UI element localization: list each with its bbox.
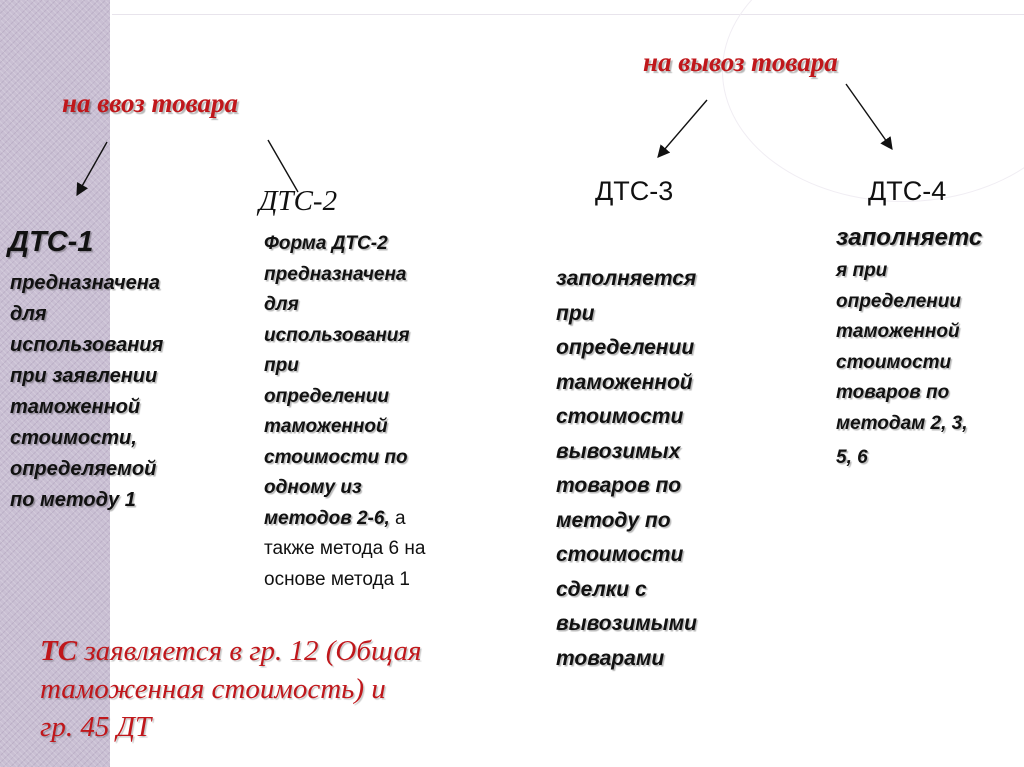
dts3-title: ДТС-3 (595, 176, 674, 206)
dts2-line: таможенной (264, 416, 388, 437)
dts2-methods-tail: а (389, 507, 406, 529)
dts4-description (836, 220, 982, 474)
dts2-methods-bold: методов 2-6, (264, 507, 390, 529)
dts3-line: товаров по (556, 474, 682, 497)
dts2-line: Форма ДТС-2 (264, 233, 388, 254)
dts3-line: сделки с (556, 577, 647, 601)
dts4-line: товаров по (836, 382, 950, 403)
dts3-line: определении (556, 336, 695, 359)
footer-line-2: таможенная стоимость) и (40, 673, 386, 705)
dts2-plain-line: основе метода 1 (264, 568, 410, 590)
dts1-title: ДТС-1 (8, 226, 94, 258)
dts3-line: таможенной (556, 370, 693, 394)
dts2-line: определении (264, 385, 389, 407)
arrow-to-dts1 (77, 142, 107, 195)
dts3-line: заполняется (556, 267, 697, 290)
dts2-methods-line (264, 504, 425, 535)
dts3-line: методу по (556, 508, 671, 532)
dts4-line: таможенной (836, 321, 960, 342)
dts3-line: товарами (556, 646, 665, 670)
dts4-line: я при (836, 260, 888, 281)
dts3-line: вывозимыми (556, 612, 697, 635)
dts4-line: заполняетс (836, 224, 983, 251)
dts2-plain-line: также метода 6 на (264, 538, 426, 559)
dts2-line: предназначена (264, 263, 407, 285)
footer-ts: ТС (40, 635, 78, 667)
dts1-line: для (10, 303, 47, 325)
import-heading: на ввоз товара (62, 88, 238, 118)
footer-note (40, 632, 422, 746)
dts1-line: стоимости, (10, 427, 137, 449)
dts4-line: определении (836, 290, 961, 312)
dts1-line: определяемой (10, 458, 157, 480)
dts1-line: предназначена (10, 272, 160, 294)
dts3-line: стоимости (556, 405, 684, 428)
dts2-description (264, 229, 425, 595)
export-heading: на вывоз товара (643, 47, 838, 77)
arrow-to-dts3 (658, 100, 707, 157)
dts1-line: по методу 1 (10, 489, 136, 511)
dts4-line: методам 2, 3, (836, 412, 968, 434)
dts3-line: вывозимых (556, 439, 681, 463)
dts3-description (556, 262, 697, 676)
dts2-line: при (264, 355, 299, 376)
dts1-line: использования (10, 334, 164, 356)
arrow-to-dts4 (846, 84, 892, 149)
dts4-line: стоимости (836, 351, 952, 373)
dts4-title: ДТС-4 (868, 176, 947, 206)
dts2-line: стоимости по (264, 446, 408, 468)
dts1-line: при заявлении (10, 365, 158, 387)
dts3-line: при (556, 301, 595, 325)
footer-line-3: гр. 45 ДТ (40, 711, 152, 743)
dts4-line: 5, 6 (836, 447, 868, 468)
dts1-line: таможенной (10, 396, 141, 418)
footer-line-1: ТС заявляется в гр. 12 (Общая (40, 635, 422, 667)
dts2-line: использования (264, 324, 410, 346)
dts2-line: одному из (264, 477, 362, 498)
dts2-title: ДТС-2 (259, 185, 338, 217)
dts2-line: для (264, 294, 299, 315)
dts3-line: стоимости (556, 543, 684, 566)
dts1-description (10, 268, 163, 516)
